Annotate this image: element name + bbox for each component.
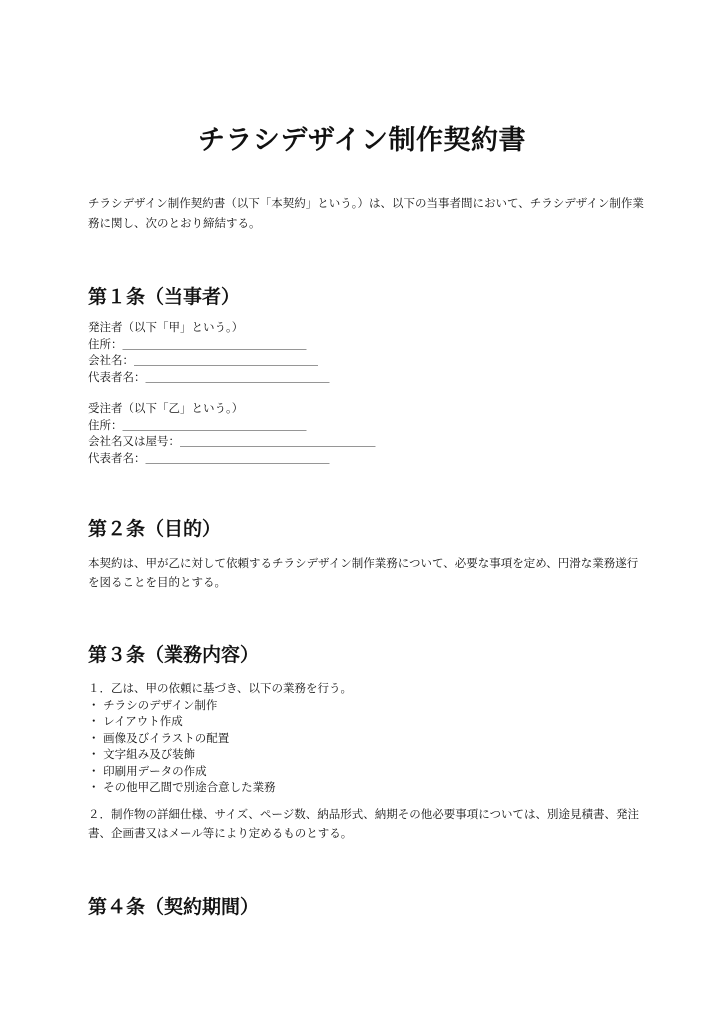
article-3-clause-2: ２．制作物の詳細仕様、サイズ、ページ数、納品形式、納期その他必要事項については、別途見積書、発注書、企画書又はメール等により定めるものとする。: [88, 807, 639, 840]
article-3-item-list: [88, 680, 352, 796]
article-3-heading: 第３条（業務内容）: [88, 644, 260, 666]
list-item: ・ 文字組み及び装飾: [88, 747, 196, 761]
contractor-company-line: 会社名又は屋号：＿＿＿＿＿＿＿＿＿＿＿＿＿＿＿＿＿: [88, 434, 376, 448]
list-item: ・ チラシのデザイン制作: [88, 697, 218, 712]
article-1-heading: 第１条（当事者）: [88, 286, 241, 308]
client-address-line: 住所：＿＿＿＿＿＿＿＿＿＿＿＿＿＿＿＿: [88, 336, 307, 351]
list-item: ・ レイアウト作成: [88, 714, 183, 728]
article-3-clause-1: １．乙は、甲の依頼に基づき、以下の業務を行う。: [88, 681, 353, 695]
list-item: ・ 画像及びイラストの配置: [88, 730, 230, 745]
contractor-address-line: 住所：＿＿＿＿＿＿＿＿＿＿＿＿＿＿＿＿: [88, 417, 307, 432]
article-4-heading: 第４条（契約期間）: [88, 896, 260, 918]
article-2-body: 本契約は、甲が乙に対して依頼するチラシデザイン制作業務について、必要な事項を定め、円滑な業務遂行を図ることを目的とする。: [88, 556, 639, 589]
intro-paragraph: チラシデザイン制作契約書（以下「本契約」という。）は、以下の当事者間において、チラシデザイン制作業務に関し、次のとおり締結する。: [88, 196, 644, 230]
article-2-heading: 第２条（目的）: [88, 518, 222, 540]
contractor-representative-line: 代表者名：＿＿＿＿＿＿＿＿＿＿＿＿＿＿＿＿: [88, 450, 330, 465]
client-representative-line: 代表者名：＿＿＿＿＿＿＿＿＿＿＿＿＿＿＿＿: [88, 369, 330, 384]
list-item: ・ その他甲乙間で別途合意した業務: [88, 780, 276, 794]
client-company-line: 会社名：＿＿＿＿＿＿＿＿＿＿＿＿＿＿＿＿: [88, 353, 318, 367]
list-item: ・ 印刷用データの作成: [88, 763, 207, 778]
client-label: 発注者（以下「甲」という。）: [88, 320, 244, 334]
document-title: チラシデザイン制作契約書: [197, 125, 527, 156]
client-info-block: [88, 319, 330, 385]
contractor-label: 受注者（以下「乙」という。）: [88, 401, 244, 415]
contractor-info-block: [88, 400, 376, 466]
